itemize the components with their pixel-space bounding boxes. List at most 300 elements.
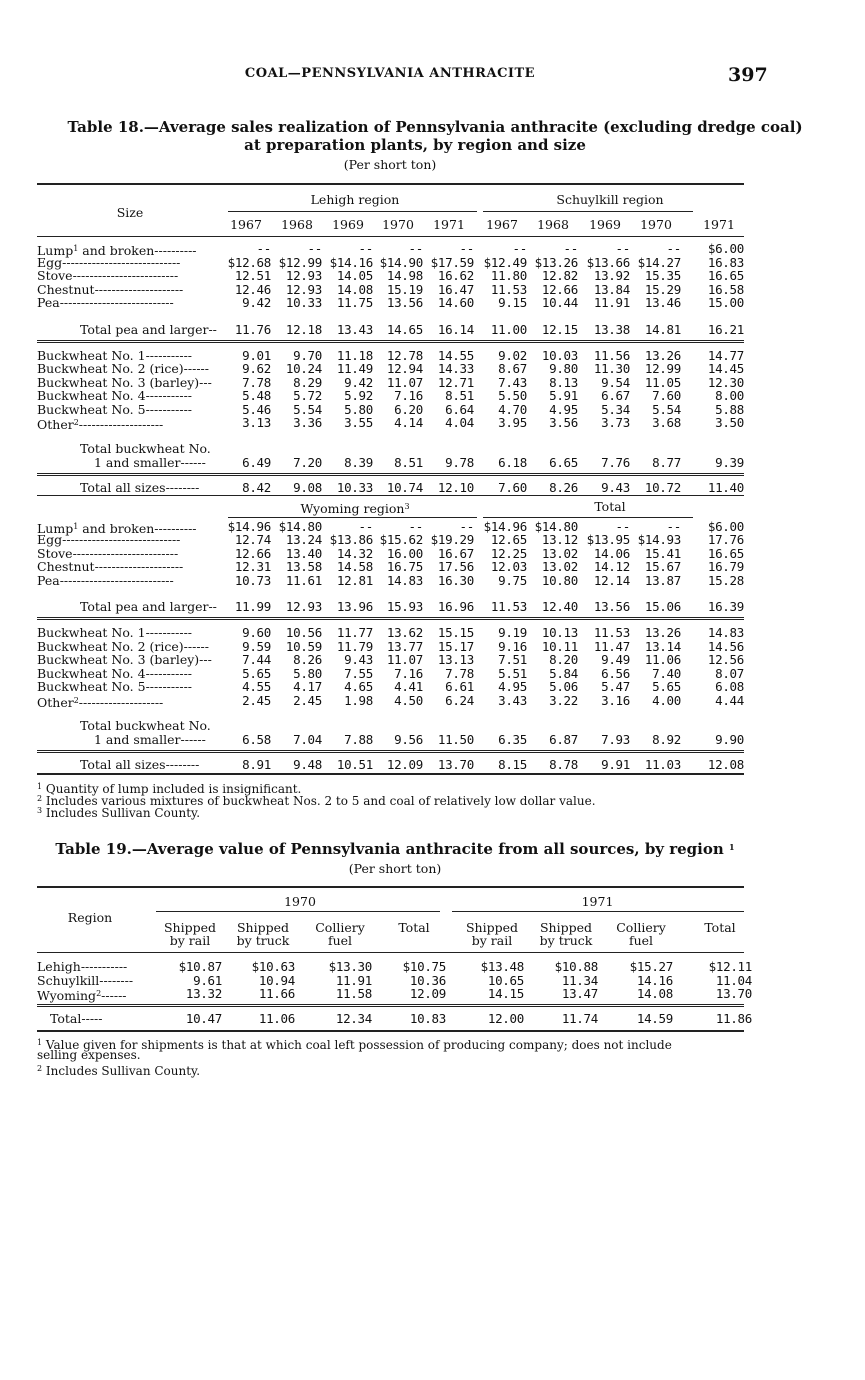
t18-bottom-g1-0-cell-0: $14.96 [227,518,271,534]
t18-top-total-pea-cell-0: 11.76 [234,321,271,337]
t18-bottom-row-label-text: Buckwheat No. 2 (rice) [37,638,184,654]
t18-year-8: 1970 [640,217,672,232]
t18-bottom-g1-2-cell-1: 13.40 [285,545,322,561]
t18-top-total-pea-cell-2: 13.43 [336,321,373,337]
t19-row-2-cell-3: 12.09 [409,986,446,1001]
t18-top-g2-2-cell-5: 7.43 [498,374,527,390]
t19-row-label-leader: ----------- [80,959,128,974]
t18-bottom-total-pea-cell-8: 15.06 [644,599,681,614]
t18-top-total-pea-cell-3: 14.65 [386,321,423,337]
t18-bottom-total-all-cell-7: 9.91 [601,757,630,772]
t18-bottom-total-all-label-leader: -------- [165,757,200,772]
t18-top-g2-2-cell-3: 11.07 [386,374,423,390]
t18-bottom-total-all-cell-2: 10.51 [336,757,373,772]
t18-bottom-row-label-leader: ------ [183,638,209,654]
t18-top-g2-0-cell-9: 14.77 [707,347,744,363]
t18-region-lehigh: Lehigh region [310,192,400,207]
t19-year-1970: 1970 [284,894,316,909]
t18-top-g2-0-cell-1: 9.70 [293,347,322,363]
t18-top-g1-3-cell-2: 14.08 [336,281,373,297]
t19-footnote-1-mark: 1 [37,1038,43,1047]
t18-top-g2-4-cell-9: 5.88 [715,401,744,417]
t18-bottom-g1-4-cell-6: 10.80 [541,572,578,588]
t18-bottom-g2-2-cell-6: 8.20 [549,652,578,667]
t19-total-cell-6: 14.59 [636,1011,673,1026]
t19-total-label-leader: ----- [81,1011,103,1026]
t18-bottom-g1-3-cell-6: 13.02 [541,559,578,574]
t18-top-total-buck-cell-4: 9.78 [445,454,474,470]
t18-top-total-pea-label [80,323,217,336]
t19-row-label [37,987,127,1002]
t18-top-g1-3-cell-5: 11.53 [490,281,527,297]
t18-top-total-pea-cell-1: 12.18 [285,321,322,337]
t18-top-total-all-cell-7: 9.43 [601,479,630,495]
t18-bottom-g2-3-cell-0: 5.65 [242,665,271,681]
t18-bottom-g2-5-cell-3: 4.50 [394,692,423,708]
t18-bottom-total-all-cell-5: 8.15 [498,757,527,772]
t19-row-2-cell-1: 11.66 [258,986,295,1001]
t18-top-g2-0-cell-6: 10.03 [541,347,578,363]
t18-bottom-g2-5-cell-8: 4.00 [652,692,681,708]
t18-bottom-g2-3-cell-6: 5.84 [549,665,578,681]
t18-top-row-label-text: Buckwheat No. 2 (rice) [37,361,184,376]
t18-top-total-pea-cell-4: 16.14 [437,321,474,337]
t18-bottom-row-label-leader: ----------- [145,625,193,640]
t18-bottom-g2-0-cell-7: 11.53 [593,625,630,640]
t18-top-g1-1-cell-9: 16.83 [707,254,744,270]
t18-top-row-label-text: Stove [37,268,73,283]
t18-bottom-row-label-leader: ----------- [145,679,193,694]
t19-row-0-cell-1: $10.63 [251,959,295,974]
t18-top-total-all-cell-2: 10.33 [336,479,373,495]
t18-top-total-buck-cell-1: 7.20 [293,454,322,470]
t19-total-cell-4: 12.00 [487,1011,524,1026]
t18-top-total-all-cell-0: 8.42 [242,479,271,495]
t18-top-total-all-cell-4: 12.10 [437,479,474,495]
t18-top-g2-0-cell-5: 9.02 [498,347,527,363]
t19-col-header-line2: fuel [327,933,353,948]
t18-top-g2-2-cell-6: 8.13 [549,374,578,390]
t18-top-g1-2-cell-8: 15.35 [644,268,681,283]
t18-bottom-rule-after-buck [37,750,744,753]
t18-mid-rule [37,495,744,496]
t18-bottom-g2-5-cell-6: 3.22 [549,692,578,708]
t18-top-g1-3-cell-9: 16.58 [707,281,744,297]
t18-bottom-g1-3-cell-5: 12.03 [490,559,527,574]
t18-top-total-buck-label2 [94,456,206,469]
t18-bottom-total-pea-cell-2: 13.96 [336,599,373,614]
t18-top-row-label-text2: and broken [78,243,155,258]
t18-bottom-g2-0-cell-8: 13.26 [644,625,681,640]
t18-region-underline-right [483,211,693,212]
t18-bottom-g1-2-cell-3: 16.00 [386,545,423,561]
t18-bottom-total-buck-leader: ------ [180,732,206,747]
t18-top-g2-4-cell-6: 4.95 [549,401,578,417]
t18-top-g1-3-cell-0: 12.46 [234,281,271,297]
t18-bottom-g2-5-cell-4: 6.24 [445,692,474,708]
t18-bottom-row-label [37,640,209,653]
t18-top-total-pea-label-leader: -- [208,321,217,337]
t18-bottom-total-buck-cell-1: 7.04 [293,732,322,747]
t18-bottom-g1-4-cell-4: 16.30 [437,572,474,588]
t18-top-row-label-leader: ------ [183,361,209,376]
t18-bottom-row-label [37,626,192,639]
t18-top-g2-1-cell-1: 10.24 [285,361,322,376]
t18-bottom-g2-4-cell-2: 4.65 [344,679,373,694]
t18-year-2: 1969 [332,217,364,232]
t18-mid-underline-right [483,517,693,518]
t18-bottom-g1-0-cell-7: -- [615,518,630,534]
t19-row-2-cell-0: 13.32 [185,986,222,1001]
t19-col-header-line2: by truck [539,933,593,948]
t18-bottom-g1-0-cell-8: -- [666,518,681,534]
t19-region-header: Region [67,910,113,925]
t18-top-g1-4-cell-1: 10.33 [285,295,322,310]
t18-bottom-row-label [37,680,192,693]
t19-total-cell-5: 11.74 [561,1011,598,1026]
t19-row-1-cell-1: 10.94 [258,972,295,988]
t18-bottom-g2-1-cell-6: 10.11 [541,638,578,654]
t18-top-g1-3-cell-1: 12.93 [285,281,322,297]
t18-top-g2-2-cell-8: 11.05 [644,374,681,390]
t18-top-row-label [37,349,192,362]
t18-top-row-label-leader: ----------- [145,347,193,363]
t19-col-header-line1: Shipped [539,920,592,935]
t18-bottom-row-label-leader: ---------------------------- [62,532,181,547]
t19-row-2-cell-5: 13.47 [561,986,598,1001]
t18-bottom-g2-1-cell-2: 11.79 [336,638,373,654]
t18-bottom-row-label-note: 1 [73,521,79,531]
t18-top-row-label-note: 2 [73,418,79,427]
t18-footnote-text: Quantity of lump included is insignificant. [42,782,302,796]
t18-bottom-g1-4-cell-2: 12.81 [336,572,373,588]
t18-bottom-g2-2-cell-1: 8.26 [293,652,322,667]
table19-subtitle: (Per short ton) [348,861,442,876]
t19-row-2-cell-7: 13.70 [715,986,752,1001]
t18-bottom-g1-0-cell-1: $14.80 [278,518,322,534]
t18-top-rule [37,183,744,185]
t18-top-g2-4-cell-0: 5.46 [242,401,271,417]
t18-top-g1-4-cell-6: 10.44 [541,295,578,310]
t18-top-row-label-text: Other [37,417,74,432]
t18-bottom-row-label-leader: ------------------------- [72,545,179,561]
t18-bottom-row-label-text: Pea [37,572,60,588]
t18-top-total-pea-cell-9: 16.21 [707,321,744,337]
t18-top-g2-1-cell-0: 9.62 [242,361,271,376]
t19-footnote-2-mark: 2 [37,1064,43,1073]
t18-top-g2-0-cell-7: 11.56 [593,347,630,363]
t18-top-g2-0-cell-4: 14.55 [437,347,474,363]
t18-bottom-g1-4-cell-9: 15.28 [707,572,744,588]
t18-bottom-g1-3-cell-1: 13.58 [285,559,322,574]
t18-top-row-label-text: Buckwheat No. 5 [37,401,146,417]
t18-top-row-label [37,389,192,402]
t18-top-g2-5-cell-6: 3.56 [549,415,578,430]
t18-size-header: Size [116,205,144,220]
t18-top-total-buck-cell-8: 8.77 [652,454,681,470]
t18-top-g1-1-cell-8: $14.27 [637,254,681,270]
t18-region-underline-left [228,211,477,212]
t18-top-row-label-leader: ---------------------------- [62,254,181,270]
t18-bottom-g2-4-cell-5: 4.95 [498,679,527,694]
t18-top-g1-4-cell-5: 9.15 [498,295,527,310]
t18-bottom-g2-3-cell-9: 8.07 [715,665,744,681]
t18-region-total: Total [594,498,626,514]
t18-bottom-total-pea-cell-1: 12.93 [285,599,322,614]
t18-bottom-total-all-cell-8: 11.03 [644,757,681,772]
t18-top-g2-0-cell-8: 13.26 [644,347,681,363]
t18-top-total-buck-cell-6: 6.65 [549,454,578,470]
t18-top-g2-4-cell-3: 6.20 [394,401,423,417]
t18-top-total-buck-cell-9: 9.39 [715,454,744,470]
t18-top-row-label-leader: --------------------------- [59,295,174,310]
t18-top-g2-3-cell-2: 5.92 [344,388,373,403]
t18-top-total-all-label-text: Total all sizes [80,479,166,495]
t18-top-g2-4-cell-2: 5.80 [344,401,373,417]
t18-top-g2-1-cell-4: 14.33 [437,361,474,376]
t18-bottom-g1-0-cell-9: $6.00 [707,518,744,534]
t18-top-g1-2-cell-5: 11.80 [490,268,527,283]
t19-row-1-cell-4: 10.65 [487,972,524,988]
t18-top-row-label-leader: -------------------- [78,417,164,432]
t19-total-cell-0: 10.47 [185,1011,222,1026]
t18-bottom-g2-3-cell-2: 7.55 [344,665,373,681]
t18-top-row-label-leader: ----------- [145,388,193,403]
t18-top-g2-3-cell-0: 5.48 [242,388,271,403]
t18-bottom-total-pea-cell-6: 12.40 [541,599,578,614]
t18-top-g2-3-cell-8: 7.60 [652,388,681,403]
t18-bottom-g1-4-cell-1: 11.61 [285,572,322,588]
t18-top-total-all-cell-3: 10.74 [386,479,423,495]
t18-top-total-buck-cell-5: 6.18 [498,454,527,470]
t18-top-total-pea-label-text: Total pea and larger [80,321,209,337]
t18-region-wyoming [230,500,480,515]
t19-row-label-leader: -------- [99,972,134,988]
t18-bottom-rule [37,773,744,775]
t18-bottom-g1-3-cell-2: 14.58 [336,559,373,574]
t18-bottom-g2-4-cell-6: 5.06 [549,679,578,694]
t18-footnote-mark: 3 [37,806,43,815]
t18-top-g1-1-cell-3: $14.90 [379,254,423,270]
t18-bottom-g2-3-cell-7: 6.56 [601,665,630,681]
t18-bottom-g1-0-cell-6: $14.80 [534,518,578,534]
t19-row-1-cell-6: 14.16 [636,972,673,988]
t18-top-total-buck-cell-7: 7.76 [601,454,630,470]
t18-bottom-total-all-cell-3: 12.09 [386,757,423,772]
t18-bottom-g2-5-cell-5: 3.43 [498,692,527,708]
t18-top-total-buck-label1: Total buckwheat No. [80,440,211,456]
t18-footnote-mark: 2 [37,794,43,803]
t18-top-g1-2-cell-1: 12.93 [285,268,322,283]
t18-bottom-g2-3-cell-4: 7.78 [445,665,474,681]
t18-top-g2-4-cell-8: 5.54 [652,401,681,417]
t18-bottom-g1-2-cell-8: 15.41 [644,545,681,561]
t19-col-header-line1: Total [704,920,736,935]
t19-row-1-cell-0: 9.61 [193,972,222,988]
t18-top-rule-after-pea [37,340,744,343]
t18-region-schuylkill: Schuylkill region [556,192,664,207]
t18-bottom-total-pea-cell-9: 16.39 [707,599,744,614]
t18-bottom-g1-2-cell-9: 16.65 [707,545,744,561]
t18-bottom-g2-2-cell-2: 9.43 [344,652,373,667]
t19-col-header-line1: Colliery [315,920,365,935]
t19-col-header-line1: Shipped [163,920,216,935]
t18-bottom-g1-4-cell-0: 10.73 [234,572,271,588]
t18-top-g1-3-cell-6: 12.66 [541,281,578,297]
t18-top-g1-4-cell-3: 13.56 [386,295,423,310]
t18-top-g1-1-cell-1: $12.99 [278,254,322,270]
t18-top-g2-3-cell-4: 8.51 [445,388,474,403]
t18-bottom-total-all-cell-0: 8.91 [242,757,271,772]
t18-top-g2-5-cell-2: 3.55 [344,415,373,430]
t19-col-header-line1: Shipped [236,920,289,935]
t18-top-total-buck-leader: ------ [180,454,206,470]
t18-bottom-row-label-text: Stove [37,545,73,561]
t18-bottom-g1-1-cell-0: 12.74 [234,532,271,547]
t18-header-rule [37,236,744,237]
t18-top-g2-1-cell-7: 11.30 [593,361,630,376]
t18-top-g2-3-cell-3: 7.16 [394,388,423,403]
t18-bottom-row-label-text: Buckwheat No. 5 [37,679,146,694]
t18-bottom-total-all-cell-9: 12.08 [707,757,744,772]
t18-year-0: 1967 [230,217,262,232]
t19-col-header-line1: Shipped [465,920,518,935]
t18-bottom-g2-4-cell-8: 5.65 [652,679,681,694]
t18-region-wyoming-text: Wyoming region [300,500,405,516]
t18-top-g1-2-cell-7: 13.92 [593,268,630,283]
t18-bottom-row-label-text: Other [37,694,74,710]
t19-year-underline-right [452,911,744,912]
t18-bottom-row-label-text: Lump [37,520,74,536]
t18-bottom-g2-5-cell-0: 2.45 [242,692,271,708]
t18-bottom-g1-2-cell-5: 12.25 [490,545,527,561]
t18-bottom-g2-3-cell-1: 5.80 [293,665,322,681]
t18-bottom-row-label [37,653,212,666]
t18-bottom-g1-1-cell-3: $15.62 [379,532,423,547]
t18-bottom-g2-1-cell-7: 11.47 [593,638,630,654]
t18-year-4: 1971 [433,217,465,232]
t18-top-g2-4-cell-1: 5.54 [293,401,322,417]
t18-bottom-total-buck-cell-0: 6.58 [242,732,271,747]
t18-top-g2-3-cell-7: 6.67 [601,388,630,403]
t18-bottom-g2-1-cell-8: 13.14 [644,638,681,654]
t18-bottom-g2-5-cell-1: 2.45 [293,692,322,708]
t18-bottom-g2-0-cell-9: 14.83 [707,625,744,640]
t18-bottom-total-pea-cell-4: 16.96 [437,599,474,614]
t18-top-g1-1-cell-4: $17.59 [430,254,474,270]
t18-top-g1-0-cell-8: -- [666,241,681,256]
t19-row-label-text: Schuylkill [37,972,100,988]
t18-top-g1-1-cell-0: $12.68 [227,254,271,270]
t18-bottom-g1-3-cell-7: 14.12 [593,559,630,574]
t18-top-g1-1-cell-5: $12.49 [483,254,527,270]
t19-col-header-line2: by rail [169,933,211,948]
t18-bottom-g2-0-cell-4: 15.15 [437,625,474,640]
t18-bottom-g1-0-cell-4: -- [459,518,474,534]
t18-bottom-g2-4-cell-7: 5.47 [601,679,630,694]
t19-row-label-note: 2 [96,989,102,998]
t18-top-g2-1-cell-9: 14.45 [707,361,744,376]
t18-top-total-all-cell-6: 8.26 [549,479,578,495]
t18-bottom-total-pea-cell-7: 13.56 [593,599,630,614]
t19-total-rule [37,1004,744,1007]
t18-bottom-g2-2-cell-8: 11.06 [644,652,681,667]
t18-bottom-g2-2-cell-5: 7.51 [498,652,527,667]
t18-top-g1-0-cell-7: -- [615,241,630,256]
t18-bottom-g2-5-cell-2: 1.98 [344,692,373,708]
t18-top-g2-1-cell-6: 9.80 [549,361,578,376]
t18-bottom-g1-0-cell-3: -- [408,518,423,534]
t18-top-g1-0-cell-2: -- [358,241,373,256]
table18-title-line1: Table 18.—Average sales realization of Pennsylvania anthracite (excluding dredge coal) [67,118,803,136]
t18-top-g2-2-cell-4: 12.71 [437,374,474,390]
t18-bottom-row-label [37,667,192,680]
t18-bottom-total-all-cell-4: 13.70 [437,757,474,772]
t18-top-g1-2-cell-4: 16.62 [437,268,474,283]
t18-top-row-label [37,256,180,269]
t18-top-g2-5-cell-8: 3.68 [652,415,681,430]
t19-row-2-cell-6: 14.08 [636,986,673,1001]
t18-bottom-total-buck-cell-8: 8.92 [652,732,681,747]
t18-bottom-total-buck-cell-7: 7.93 [601,732,630,747]
t18-top-g2-3-cell-9: 8.00 [715,388,744,403]
t18-bottom-total-all-cell-1: 9.48 [293,757,322,772]
t18-bottom-g1-1-cell-1: 13.24 [285,532,322,547]
t18-bottom-total-buck-label2 [94,733,206,746]
t18-bottom-row-label-leader: --- [199,652,212,667]
t18-bottom-g2-4-cell-3: 4.41 [394,679,423,694]
t19-row-1-cell-5: 11.34 [561,972,598,988]
t18-footnote-text: Includes Sullivan County. [42,806,201,820]
t18-bottom-g1-3-cell-4: 17.56 [437,559,474,574]
t18-top-row-label [37,416,163,431]
t19-footnote-2 [37,1062,200,1078]
t18-bottom-g2-1-cell-3: 13.77 [386,638,423,654]
t18-bottom-g2-4-cell-9: 6.08 [715,679,744,694]
t18-bottom-row-label-text2: and broken [78,520,155,536]
t19-row-0-cell-2: $13.30 [328,959,372,974]
t18-bottom-g2-5-cell-9: 4.44 [715,692,744,708]
t19-row-2-cell-2: 11.58 [335,986,372,1001]
t19-footnote-2-text: Includes Sullivan County. [42,1064,201,1078]
t18-bottom-g1-4-cell-3: 14.83 [386,572,423,588]
t19-col-header-line2: by truck [236,933,290,948]
t18-top-g2-0-cell-3: 12.78 [386,347,423,363]
t18-bottom-g2-0-cell-3: 13.62 [386,625,423,640]
t18-top-row-label [37,403,192,416]
t18-top-row-label-text: Buckwheat No. 4 [37,388,146,403]
t18-bottom-g2-4-cell-1: 4.17 [293,679,322,694]
t18-bottom-total-all-cell-6: 8.78 [549,757,578,772]
t18-top-g2-4-cell-4: 6.64 [445,401,474,417]
t18-bottom-g1-1-cell-9: 17.76 [707,532,744,547]
t19-footnote-1-text: Value given for shipments is that at which coal left possession of producing company; does not include [42,1038,672,1052]
t18-bottom-g2-1-cell-0: 9.59 [242,638,271,654]
t18-top-total-all-cell-1: 9.08 [293,479,322,495]
t18-top-g1-0-cell-6: -- [563,241,578,256]
t18-bottom-total-all-label [80,758,199,771]
t18-bottom-g1-2-cell-4: 16.67 [437,545,474,561]
t18-bottom-g2-5-cell-7: 3.16 [601,692,630,708]
t18-bottom-g2-1-cell-1: 10.59 [285,638,322,654]
t18-bottom-g1-1-cell-6: 13.12 [541,532,578,547]
t18-bottom-g1-2-cell-6: 13.02 [541,545,578,561]
t18-top-g1-2-cell-2: 14.05 [336,268,373,283]
t18-top-g1-4-cell-4: 14.60 [437,295,474,310]
t18-top-row-label-note: 1 [73,244,79,253]
t18-bottom-g1-0-cell-5: $14.96 [483,518,527,534]
t18-bottom-g2-2-cell-9: 12.56 [707,652,744,667]
